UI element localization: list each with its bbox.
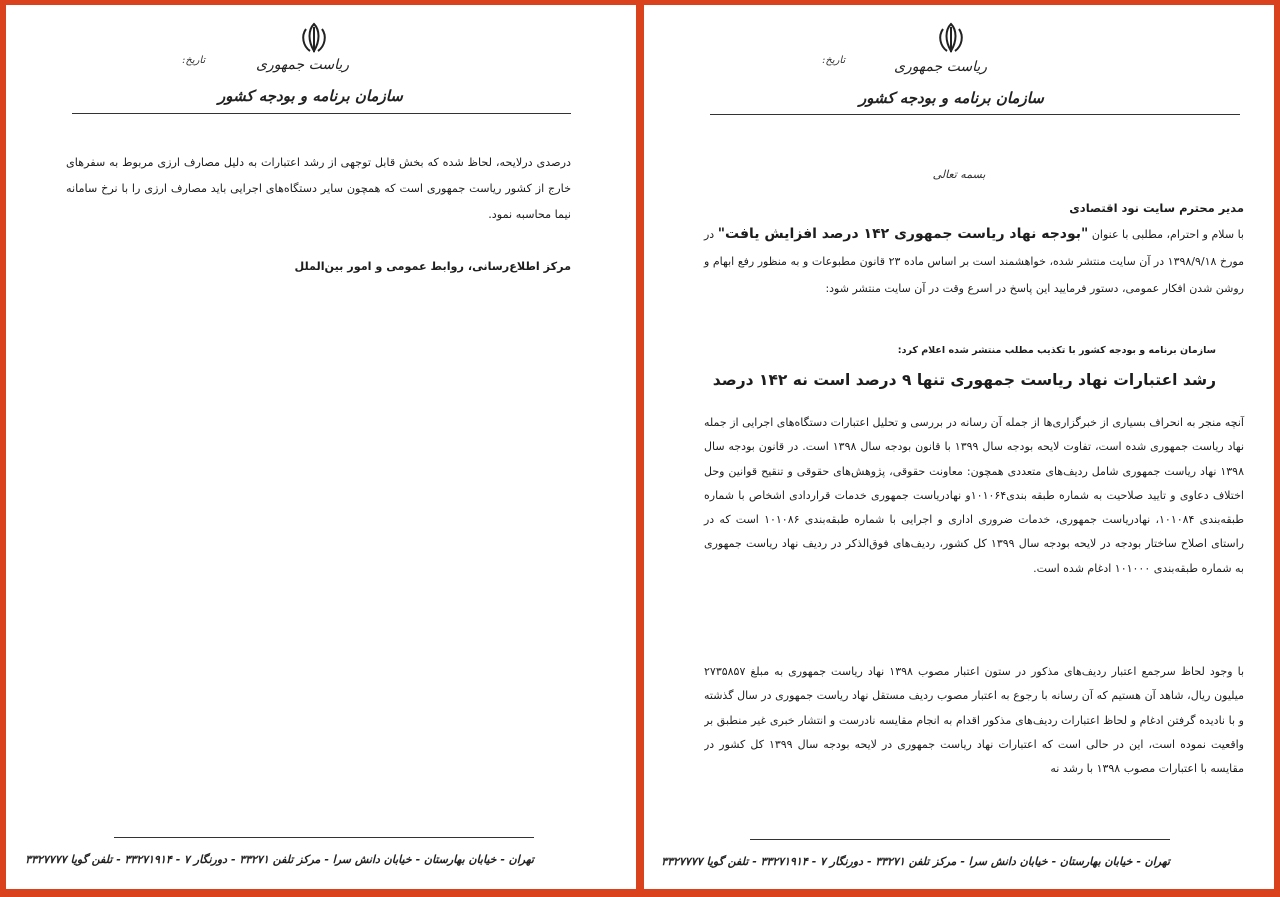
- header-rule: [710, 114, 1240, 115]
- article-paragraph-1: [704, 411, 1244, 581]
- signature-department: مرکز اطلاع‌رسانی، روابط عمومی و امور بین‌الملل: [294, 260, 571, 273]
- footer-address: تهران - خیابان بهارستان - خیابان دانش سرا - مرکز تلفن ۳۳۲۷۱ - دورنگار ۷ - ۳۳۲۷۱۹۱۴ - تلفن گویا ۳۳۲۷۷۷۷: [661, 855, 1170, 868]
- org-line-presidency: ریاست جمهوری: [256, 57, 350, 73]
- letter-body-continuation: [66, 150, 571, 228]
- paragraph-text: با وجود لحاظ سرجمع اعتبار ردیف‌های مذکور در ستون اعتبار مصوب ۱۳۹۸ نهاد ریاست جمهوری به مبلغ ۲۷۳۵۸۵۷ میلیون ریال، شاهد آن هستیم که آن رسانه با رجوع به اعتبار مصوب ردیف مستقل نهاد ریاست جمهوری در سال گذشته و با نادیده گرفتن ادغام و لحاظ اعتبارات ردیف‌های مذکور اقدام به انجام مقایسه نادرست و انتشار خبری غیر منطبق بر واقعیت نموده است، این در حالی است که اعتبارات نهاد ریاست جمهوری در لایحه بودجه سال ۱۳۹۹ کل کشور در مقایسه با اعتبارات مصوب ۱۳۹۸ با رشد نه: [704, 665, 1244, 776]
- footer-address: تهران - خیابان بهارستان - خیابان دانش سرا - مرکز تلفن ۳۳۲۷۱ - دورنگار ۷ - ۳۳۲۷۱۹۱۴ - تلفن گویا ۳۳۲۷۷۷۷: [25, 853, 534, 866]
- paragraph-text: آنچه منجر به انحراف بسیاری از خبرگزاری‌ها از جمله آن رسانه در بررسی و تحلیل اعتبارات دستگاه‌های اجرایی از جمله نهاد ریاست جمهوری شده است، تفاوت لایحه بودجه سال ۱۳۹۹ با قانون بودجه سال ۱۳۹۸ است. در قانون بودجه سال ۱۳۹۸ نهاد ریاست جمهوری شامل ردیف‌های متعددی همچون: معاونت حقوقی، پژوهش‌های حقوقی و تنقیح قوانین وحل اختلاف دعاوی و تایید صلاحیت به شماره طبقه بندی۱۰۱۰۶۴و نهادریاست جمهوری خدمات قراردادی اشخاص با شماره طبقه‌بندی ۱۰۱۰۸۴، نهادریاست جمهوری، خدمات ضروری اداری و اجرایی با شماره طبقه‌بندی ۱۰۱۰۸۶ است که در راستای اصلاح ساختار بودجه در لایحه بودجه سال ۱۳۹۹ کل کشور، ردیف‌های فوق‌الذکر در ردیف نهاد ریاست جمهوری به شماره طبقه‌بندی ۱۰۱۰۰۰ ادغام شده است.: [704, 416, 1245, 575]
- iran-emblem-icon: [297, 21, 331, 55]
- footer-rule: [750, 839, 1170, 840]
- footer-rule: [114, 837, 534, 838]
- intro-quoted-title: "بودجه نهاد ریاست جمهوری ۱۴۲ درصد افزایش یافت": [717, 226, 1089, 242]
- date-label: تاریخ:: [822, 55, 846, 66]
- intro-paragraph: [704, 221, 1244, 302]
- org-line-budget-organization: سازمان برنامه و بودجه کشور: [859, 89, 1044, 107]
- org-line-presidency: ریاست جمهوری: [894, 59, 988, 75]
- letter-page-1: [644, 5, 1274, 889]
- article-headline: رشد اعتبارات نهاد ریاست جمهوری تنها ۹ درصد است نه ۱۴۲ درصد: [712, 371, 1216, 389]
- letter-page-2: [6, 5, 636, 889]
- article-paragraph-2: [704, 660, 1244, 781]
- iran-emblem-icon: [934, 21, 968, 55]
- salutation: مدیر محترم سایت نود اقتصادی: [1069, 201, 1244, 215]
- article-kicker: سازمان برنامه و بودجه کشور با تکذیب مطلب منتشر شده اعلام کرد:: [897, 345, 1216, 356]
- org-line-budget-organization: سازمان برنامه و بودجه کشور: [218, 87, 403, 105]
- bismillah: بسمه تعالی: [932, 168, 986, 181]
- intro-text-end: در مورخ ۱۳۹۸/۹/۱۸ در آن سایت منتشر شده، خواهشمند است بر اساس ماده ۲۳ قانون مطبوعات و به منظور رفع ابهام و روشن شدن افکار عمومی، دستور فرمایید این پاسخ در اسرع وقت در آن سایت منتشر شود:: [704, 228, 1244, 295]
- date-label: تاریخ:: [182, 55, 206, 66]
- body-paragraph: درصدی درلایحه، لحاظ شده که بخش قابل توجهی از رشد اعتبارات به دلیل مصارف ارزی مربوط به سفرهای خارج از کشور ریاست جمهوری است که همچون سایر دستگاه‌های اجرایی باید مصارف ارزی را با نرخ سامانه نیما محاسبه نمود.: [66, 156, 571, 221]
- header-rule: [72, 113, 571, 114]
- intro-text: با سلام و احترام، مطلبی با عنوان: [1088, 228, 1244, 241]
